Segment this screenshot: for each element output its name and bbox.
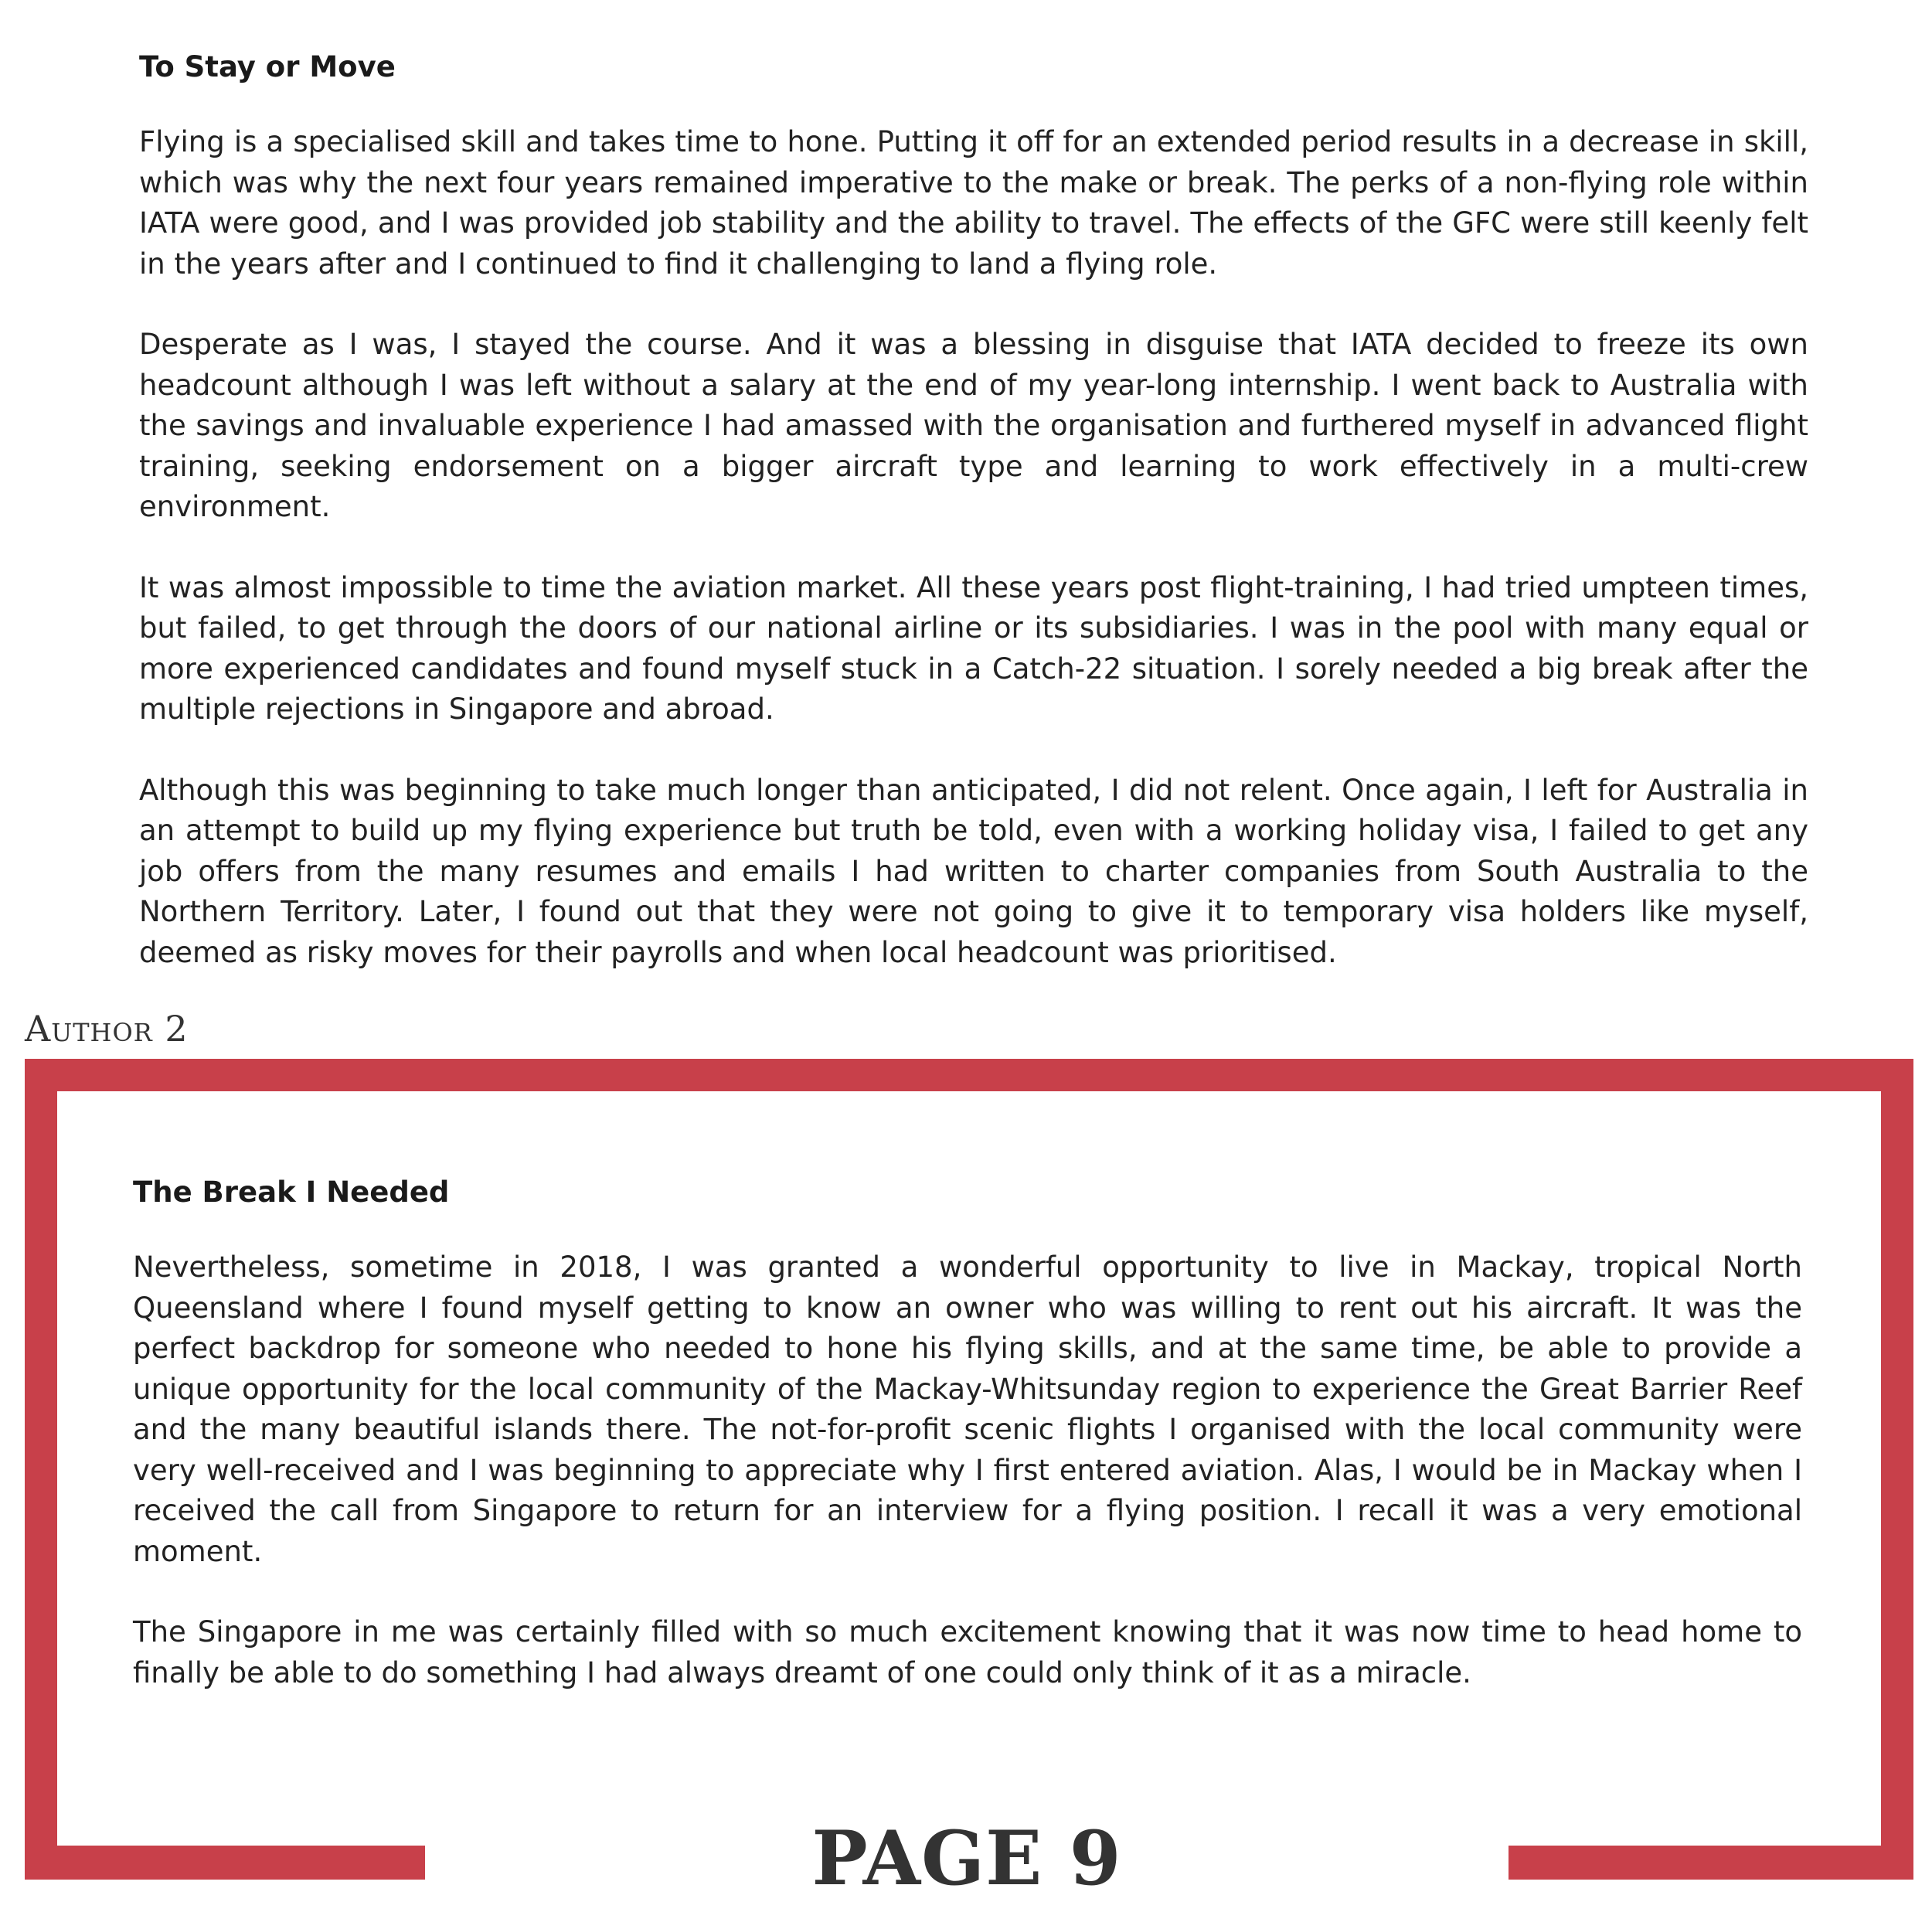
red-frame-bottom-left xyxy=(25,1846,425,1880)
paragraph: Desperate as I was, I stayed the course. And it was a blessing in disguise that IATA decided to freeze its own headcount although I was left without a salary at the end of my year-long internship. I went back to Australia with the savings and invaluable experience I had amassed with the organisation and furthered myself in advanced flight training, seeking endorsement on a bigger aircraft type and learning to work effectively in a multi-crew environment. xyxy=(139,328,1808,523)
red-frame-bottom-right xyxy=(1509,1846,1913,1880)
section-heading: The Break I Needed xyxy=(133,1176,450,1209)
paragraph: The Singapore in me was certainly filled with so much excitement knowing that it was now time to head home to finally be able to do something I had always dreamt of one could only think of it as a miracle. xyxy=(133,1615,1802,1689)
page-number: PAGE 9 xyxy=(811,1815,1122,1902)
section-the-break-i-needed xyxy=(133,1173,1802,1734)
paragraph: Nevertheless, sometime in 2018, I was granted a wonderful opportunity to live in Mackay, tropical North Queensland where I found myself getting to know an owner who was willing to rent out his aircraft. It was the perfect backdrop for someone who needed to hone his flying skills, and at the same time, be able to provide a unique opportunity for the local community of the Mackay-Whitsunday region to experience the Great Barrier Reef and the many beautiful islands there. The not-for-profit scenic flights I organised with the local community were very well-received and I was beginning to appreciate why I first entered aviation. Alas, I would be in Mackay when I received the call from Singapore to return for an interview for a flying position. I recall it was a very emotional moment. xyxy=(133,1250,1802,1568)
paragraph: It was almost impossible to time the aviation market. All these years post flight-training, I had tried umpteen times, but failed, to get through the doors of our national airline or its subsidiaries. I was in the pool with many equal or more experienced candidates and found myself stuck in a Catch-22 situation. I sorely needed a big break after the multiple rejections in Singapore and abroad. xyxy=(139,570,1808,726)
author-label: Author 2 xyxy=(25,1008,189,1050)
section-to-stay-or-move xyxy=(139,48,1808,1013)
section-heading: To Stay or Move xyxy=(139,50,396,83)
paragraph: Flying is a specialised skill and takes time to hone. Putting it off for an extended period results in a decrease in skill, which was why the next four years remained imperative to the make or break. The perks of a non-flying role within IATA were good, and I was provided job stability and the ability to travel. The effects of the GFC were still keenly felt in the years after and I continued to find it challenging to land a flying role. xyxy=(139,125,1808,281)
paragraph: Although this was beginning to take much longer than anticipated, I did not relent. Once again, I left for Australia in an attempt to build up my flying experience but truth be told, even with a working holiday visa, I failed to get any job offers from the many resumes and emails I had written to charter companies from South Australia to the Northern Territory. Later, I found out that they were not going to give it to temporary visa holders like myself, deemed as risky moves for their payrolls and when local headcount was prioritised. xyxy=(139,773,1808,969)
